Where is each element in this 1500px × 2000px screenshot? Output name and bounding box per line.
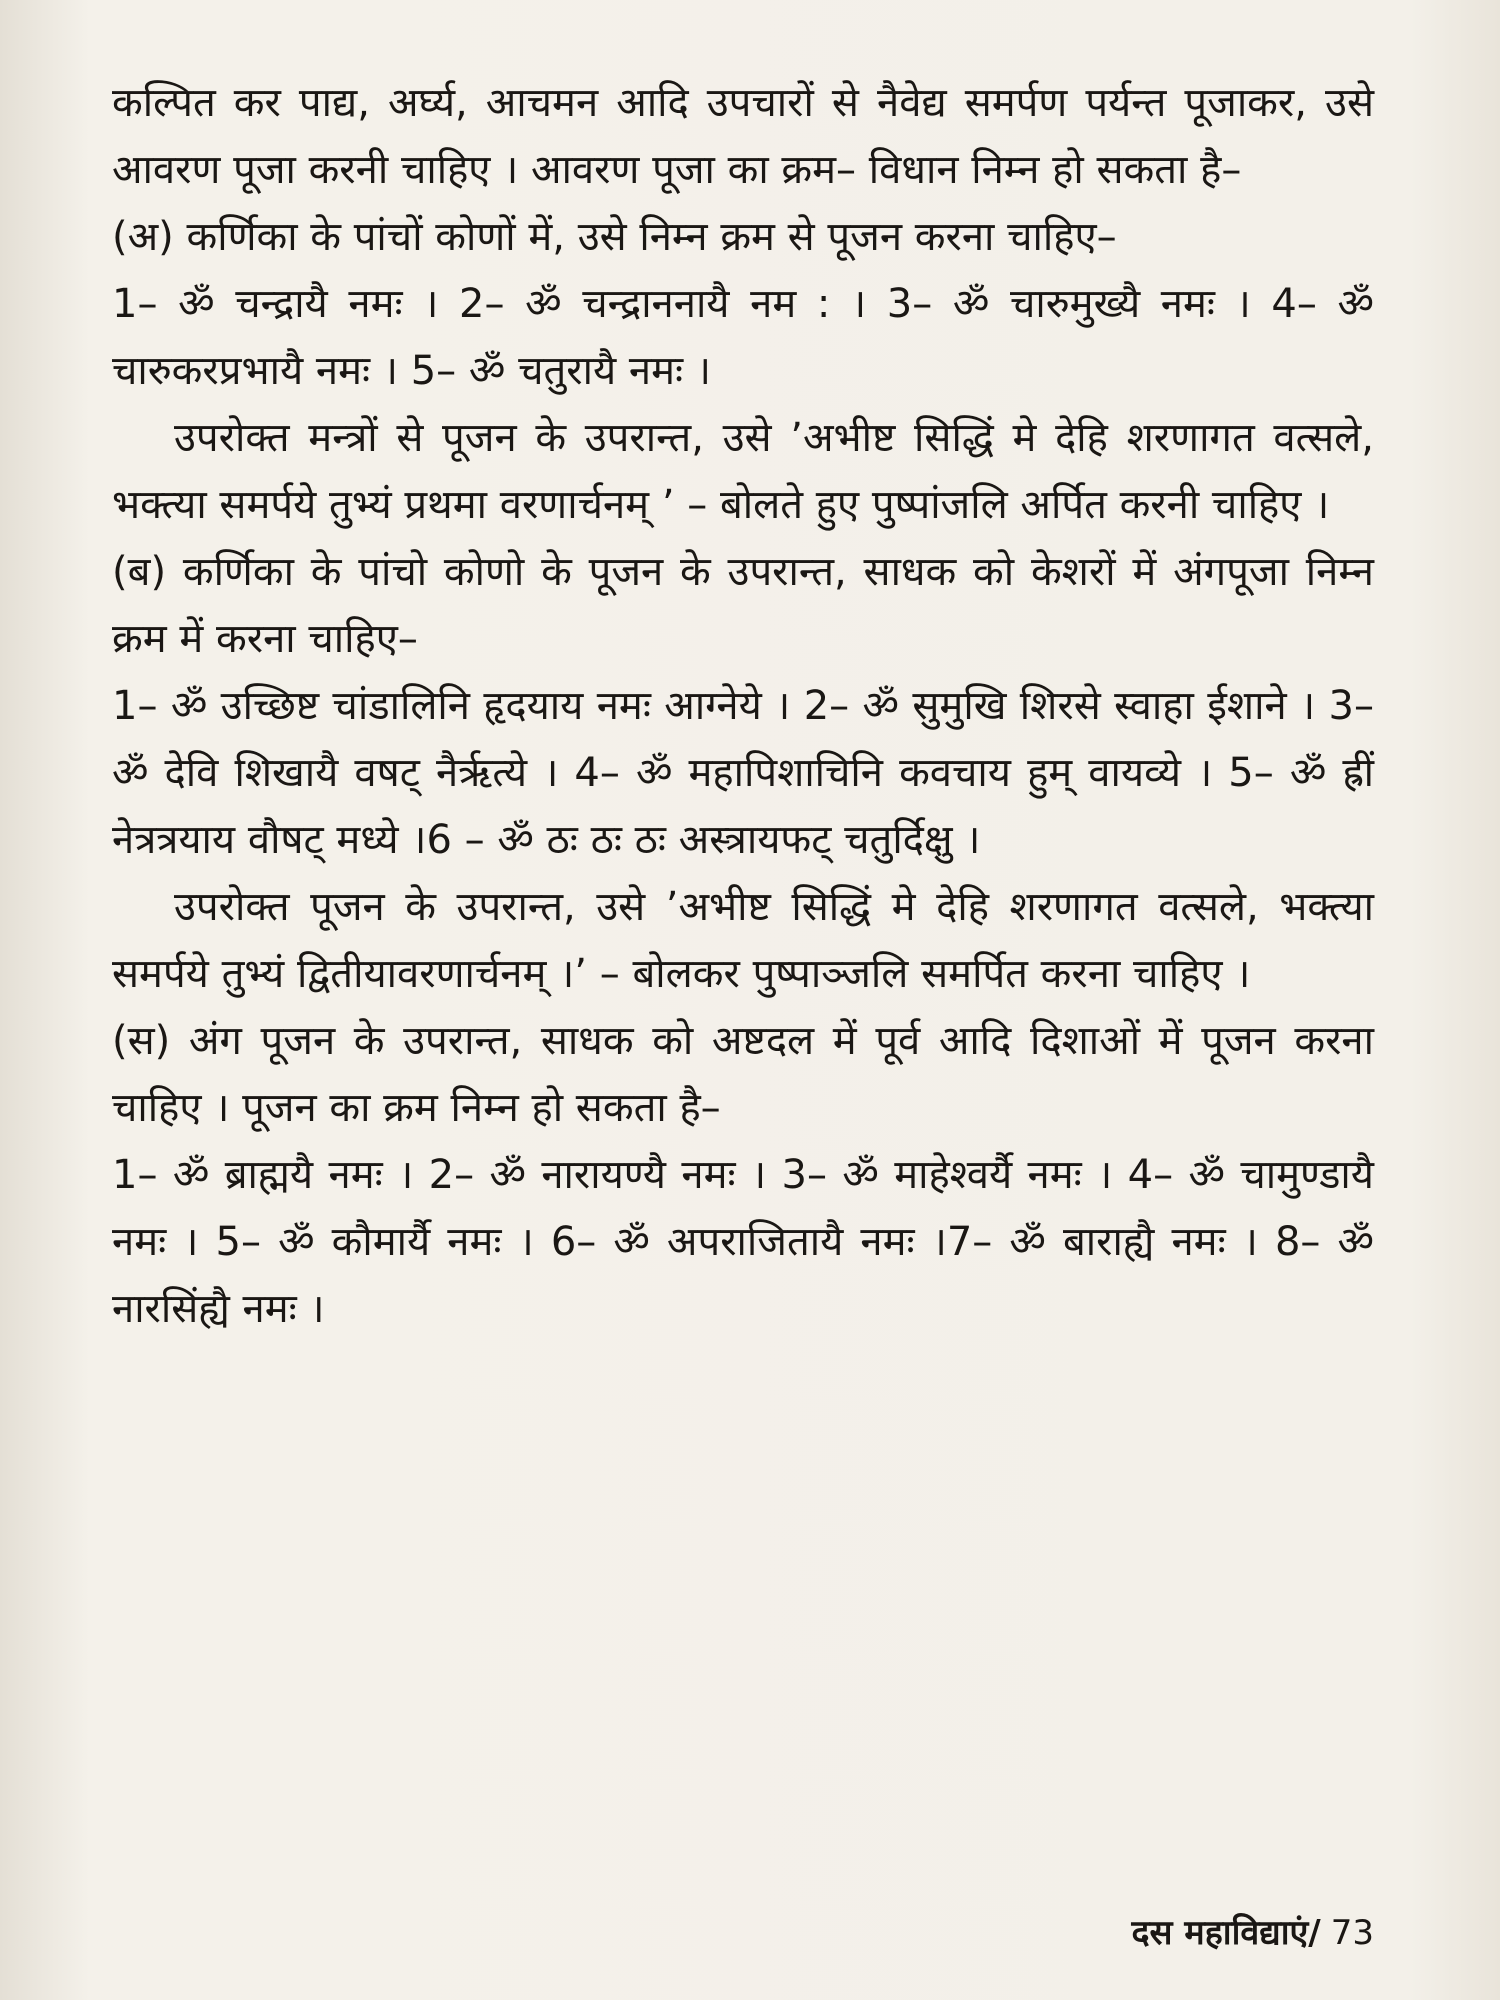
paragraph-pushpanjali-second: उपरोक्त पूजन के उपरान्त, उसे ’अभीष्ट सिद्धिं मे देहि शरणागत वत्सले, भक्त्या समर्पये तुभ्यं द्वितीयावरणार्चनम् ।’ – बोलकर पुष्पाञ्जलि समर्पित करना चाहिए ।	[112, 884, 1374, 997]
paragraph-mantra-list-a: 1– ॐ चन्द्रायै नमः । 2– ॐ चन्द्राननायै नम : । 3– ॐ चारुमुख्यै नमः । 4– ॐ चारुकरप्रभायै नमः । 5– ॐ चतुरायै नमः ।	[112, 281, 1374, 394]
paragraph-section-c-heading: (स) अंग पूजन के उपरान्त, साधक को अष्टदल में पूर्व आदि दिशाओं में पूजन करना चाहिए । पूजन का क्रम निम्न हो सकता है–	[112, 1018, 1374, 1131]
paragraph-section-b-heading: (ब) कर्णिका के पांचो कोणो के पूजन के उपरान्त, साधक को केशरों में अंगपूजा निम्न क्रम में करना चाहिए–	[112, 549, 1374, 662]
paragraph-intro: कल्पित कर पाद्य, अर्घ्य, आचमन आदि उपचारों से नैवेद्य समर्पण पर्यन्त पूजाकर, उसे आवरण पूजा करनी चाहिए । आवरण पूजा का क्रम– विधान निम्न हो सकता है–	[112, 80, 1374, 193]
paragraph-mantra-list-c: 1– ॐ ब्राह्मयै नमः । 2– ॐ नारायण्यै नमः । 3– ॐ माहेश्वर्यै नमः । 4– ॐ चामुण्डायै नमः । 5– ॐ कौमार्यै नमः । 6– ॐ अपराजितायै नमः ।7– ॐ बाराह्यै नमः । 8– ॐ नारसिंह्यै नमः ।	[112, 1152, 1374, 1332]
page-number: 73	[1330, 1913, 1374, 1953]
paragraph-section-a-heading: (अ) कर्णिका के पांचों कोणों में, उसे निम्न क्रम से पूजन करना चाहिए–	[112, 214, 1117, 260]
paragraph-pushpanjali-first: उपरोक्त मन्त्रों से पूजन के उपरान्त, उसे ’अभीष्ट सिद्धिं मे देहि शरणागत वत्सले, भक्त्या समर्पये तुभ्यं प्रथमा वरणार्चनम् ’ – बोलते हुए पुष्पांजलि अर्पित करनी चाहिए ।	[112, 415, 1374, 528]
page-body	[112, 70, 1374, 1343]
page-footer	[1132, 1908, 1375, 1954]
paragraph-mantra-list-b: 1– ॐ उच्छिष्ट चांडालिनि हृदयाय नमः आग्नेये । 2– ॐ सुमुखि शिरसे स्वाहा ईशाने । 3– ॐ देवि शिखायै वषट् नैर्ऋत्ये । 4– ॐ महापिशाचिनि कवचाय हुम् वायव्ये । 5– ॐ ह्रीं नेत्रत्रयाय वौषट् मध्ये ।6 – ॐ ठः ठः ठः अस्त्रायफट् चतुर्दिक्षु ।	[112, 683, 1374, 863]
running-book-title: दस महाविद्याएं/	[1131, 1913, 1321, 1953]
